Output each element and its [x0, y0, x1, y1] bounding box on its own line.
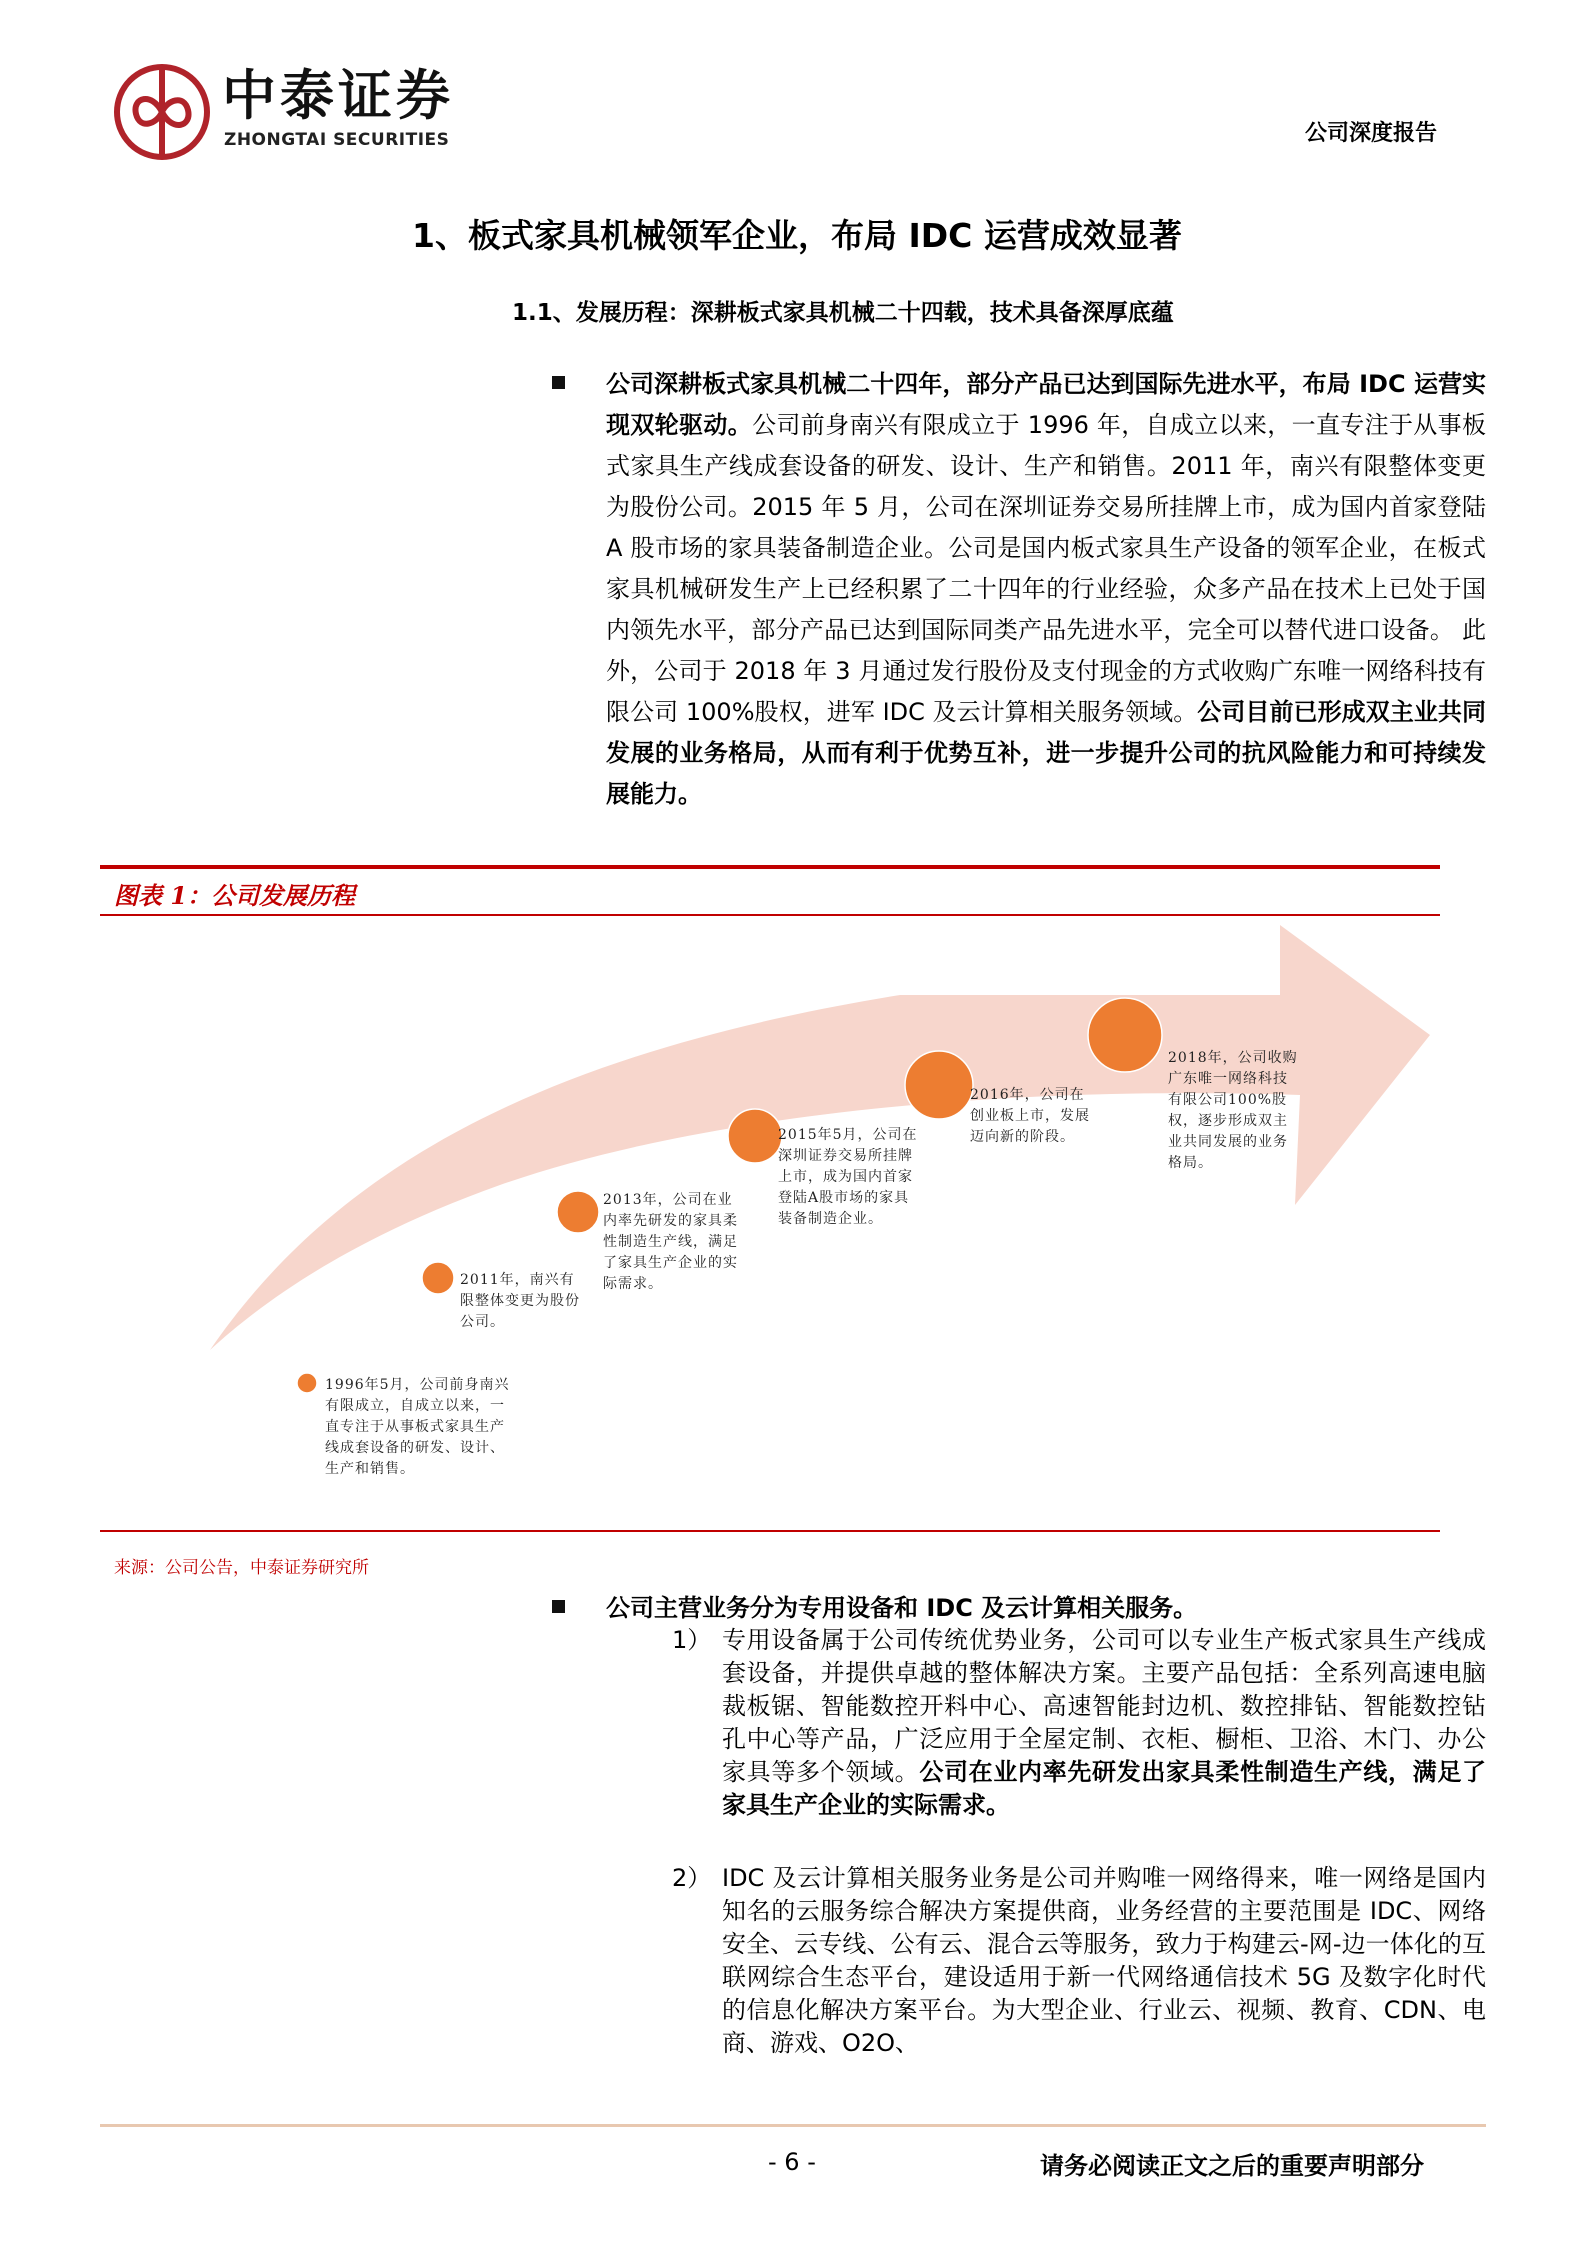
intro-body: 公司前身南兴有限成立于 1996 年，自成立以来，一直专注于从事板式家具生产线成套设备的研发、设计、生产和销售。2011 年，南兴有限整体变更为股份公司。2015 年 5 月，公司在深圳证券交易所挂牌上市，成为国内首家登陆 A 股市场的家具装备制造企业。公司是国内板式家具生产设备的领军企业，在板式家具机械研发生产上已经积累了二十四年的行业经验，众多产品在技术上已处于国内领先水平，部分产品已达到国际同类产品先进水平，完全可以替代进口设备。 此外，公司于 2018 年 3 月通过发行股份及支付现金的方式收购广东唯一网络科技有限公司 100%股权，进军 IDC 及云计算相关服务领域。 — [606, 411, 1486, 726]
milestone-note-2018: 2018年，公司收购广东唯一网络科技有限公司100%股权，逐步形成双主业共同发展的业务格局。 — [1168, 1050, 1298, 1171]
page-number: - 6 - — [768, 2148, 816, 2176]
bullet-square-icon — [552, 376, 565, 389]
milestone-note-2013: 2013年，公司在业内率先研发的家具柔性制造生产线，满足了家具生产企业的实际需求。 — [603, 1192, 738, 1292]
report-type-label: 公司深度报告 — [1305, 120, 1438, 146]
intro-paragraph — [606, 364, 1486, 815]
list-item-body: IDC 及云计算相关服务业务是公司并购唯一网络得来，唯一网络是国内知名的云服务综合解决方案提供商，业务经营的主要范围是 IDC、网络安全、云专线、公有云、混合云等服务，致力于构建云-网-边一体化的互联网综合生态平台，建设适用于新一代网络通信技术 5G 及数字化时代的信息化解决方案平台。为大型企业、行业云、视频、教育、CDN、电商、游戏、O2O、 — [722, 1864, 1486, 2057]
footer-rule — [100, 2124, 1486, 2127]
milestone-note-2015: 2015年5月，公司在深圳证券交易所挂牌上市，成为国内首家登陆A股市场的家具装备制造企业。 — [778, 1127, 918, 1227]
intro-bold-tail: 公司目前已形成双主业共同发展的业务格局，从而有利于优势互补，进一步提升公司的抗风险能力和可持续发展能力。 — [606, 698, 1486, 808]
company-logo-icon — [112, 62, 212, 162]
milestone-note-1996: 1996年5月，公司前身南兴有限成立，自成立以来，一直专注于从事板式家具生产线成套设备的研发、设计、生产和销售。 — [325, 1377, 510, 1477]
milestone-dot — [728, 1109, 782, 1163]
subsection-heading: 1.1、发展历程：深耕板式家具机械二十四载，技术具备深厚底蕴 — [512, 300, 1174, 326]
development-timeline-diagram — [100, 925, 1440, 1535]
figure-title-rule — [100, 914, 1440, 916]
intro-bold-lead: 公司深耕板式家具机械二十四年，部分产品已达到国际先进水平，布局 IDC 运营实现双轮驱动。 — [606, 370, 1486, 439]
business-lead: 公司主营业务分为专用设备和 IDC 及云计算相关服务。 — [606, 1594, 1198, 1622]
figure-bottom-rule — [100, 1530, 1440, 1532]
milestone-dot — [905, 1051, 973, 1119]
figure-top-rule — [100, 865, 1440, 869]
figure-source: 来源：公司公告，中泰证券研究所 — [114, 1558, 369, 1578]
list-item-bold: 公司在业内率先研发出家具柔性制造生产线，满足了家具生产企业的实际需求。 — [722, 1758, 1487, 1819]
milestone-dot — [557, 1191, 599, 1233]
list-number: 1） — [672, 1626, 712, 1654]
section-heading: 1、板式家具机械领军企业，布局 IDC 运营成效显著 — [412, 216, 1182, 255]
disclaimer-note: 请务必阅读正文之后的重要声明部分 — [1040, 2151, 1424, 2180]
list-item-body: 专用设备属于公司传统优势业务，公司可以专业生产板式家具生产线成套设备，并提供卓越的整体解决方案。主要产品包括：全系列高速电脑裁板锯、智能数控开料中心、高速智能封边机、数控排钻、智能数控钻孔中心等产品，广泛应用于全屋定制、衣柜、橱柜、卫浴、木门、办公家具等多个领域。 — [722, 1626, 1486, 1786]
figure-title: 图表 1：公司发展历程 — [114, 881, 356, 910]
milestone-dot — [422, 1262, 454, 1294]
milestone-dot — [1088, 998, 1162, 1072]
list-item-idc — [722, 1862, 1486, 2060]
list-item-equipment — [722, 1624, 1486, 1822]
bullet-square-icon — [552, 1600, 565, 1613]
logo-english-name: ZHONGTAI SECURITIES — [224, 130, 450, 150]
milestone-note-2011: 2011年，南兴有限整体变更为股份公司。 — [460, 1272, 580, 1330]
milestone-note-2016: 2016年，公司在创业板上市，发展迈向新的阶段。 — [970, 1087, 1090, 1145]
list-number: 2） — [672, 1864, 712, 1892]
logo-chinese-name: 中泰证券 — [222, 64, 454, 127]
milestone-dot — [297, 1373, 317, 1393]
